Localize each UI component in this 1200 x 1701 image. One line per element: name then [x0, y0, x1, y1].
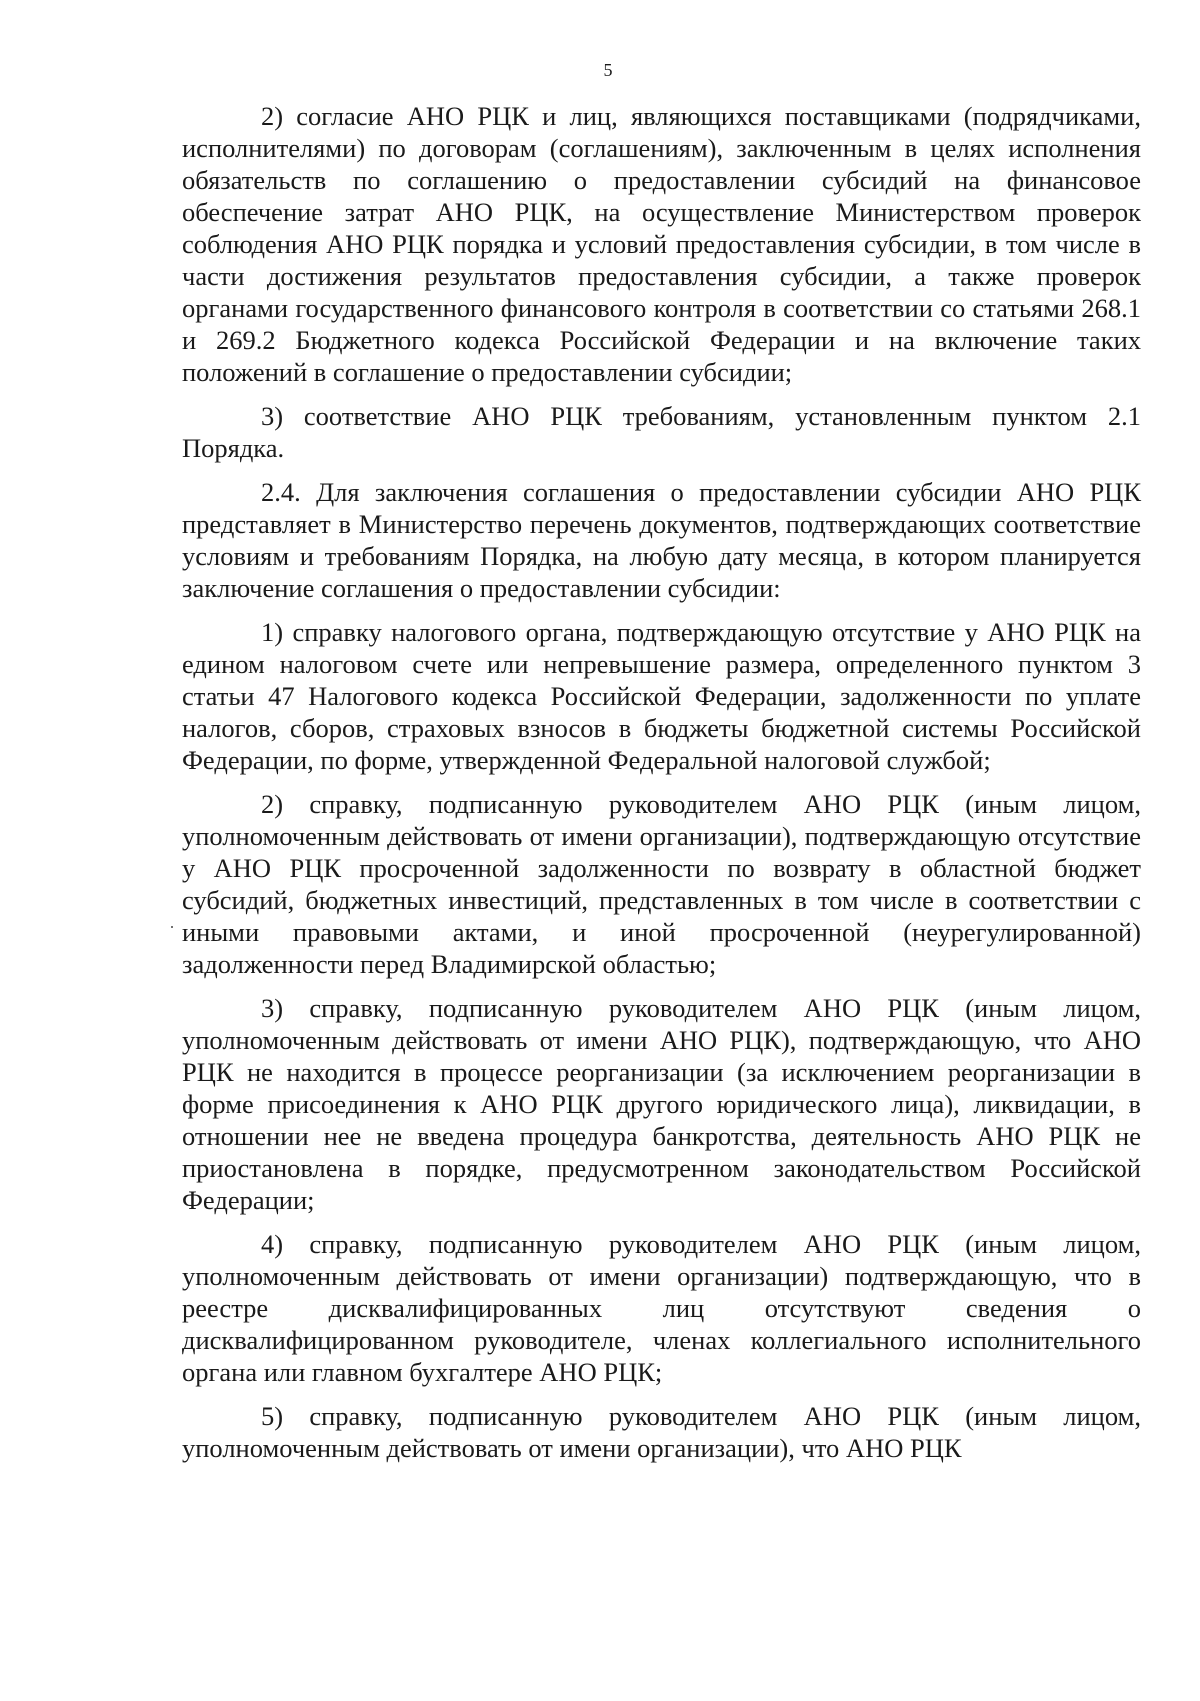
paragraph-consent: 2) согласие АНО РЦК и лиц, являющихся поставщиками (подрядчиками, исполнителями) по договорам (соглашениям), заключенным в целях исполнения обязательств по соглашению о предоставлении субсидий на финансовое обеспечение затрат АНО РЦК, на осуществление Министерством проверок соблюдения АНО РЦК порядка и условий предоставления субсидии, в том числе в части достижения результатов предоставления субсидии, а также проверок органами государственного финансового контроля в соответствии со статьями 268.1 и 269.2 Бюджетного кодекса Российской Федерации и на включение таких положений в соглашение о предоставлении субсидии;: [182, 101, 1141, 387]
paragraph-reorganization-certificate: 3) справку, подписанную руководителем АНО РЦК (иным лицом, уполномоченным действовать от имени АНО РЦК), подтверждающую, что АНО РЦК не находится в процессе реорганизации (за исключением реорганизации в форме присоединения к АНО РЦК другого юридического лица), ликвидации, в отношении нее не введена процедура банкротства, деятельность АНО РЦК не приостановлена в порядке, предусмотренном законодательством Российской Федерации;: [182, 993, 1141, 1215]
paragraph-compliance: 3) соответствие АНО РЦК требованиям, установленным пунктом 2.1 Порядка.: [182, 401, 1141, 463]
page-number: 5: [603, 60, 613, 80]
paragraph-tax-certificate: 1) справку налогового органа, подтверждающую отсутствие у АНО РЦК на едином налоговом счете или непревышение размера, определенного пунктом 3 статьи 47 Налогового кодекса Российской Федерации, задолженности по уплате налогов, сборов, страховых взносов в бюджеты бюджетной системы Российской Федерации, по форме, утвержденной Федеральной налоговой службой;: [182, 617, 1141, 775]
scan-speck: [171, 926, 173, 928]
paragraph-debt-certificate: 2) справку, подписанную руководителем АНО РЦК (иным лицом, уполномоченным действовать от имени организации), подтверждающую отсутствие у АНО РЦК просроченной задолженности по возврату в областной бюджет субсидий, бюджетных инвестиций, представленных в том числе в соответствии с иными правовыми актами, и иной просроченной (неурегулированной) задолженности перед Владимирской областью;: [182, 789, 1141, 979]
document-body: [182, 100, 1141, 1476]
paragraph-disqualified-certificate: 4) справку, подписанную руководителем АНО РЦК (иным лицом, уполномоченным действовать от имени организации) подтверждающую, что в реестре дисквалифицированных лиц отсутствуют сведения о дисквалифицированном руководителе, членах коллегиального исполнительного органа или главном бухгалтере АНО РЦК;: [182, 1229, 1141, 1387]
paragraph-certificate-5: 5) справку, подписанную руководителем АНО РЦК (иным лицом, уполномоченным действовать от имени организации), что АНО РЦК: [182, 1401, 1141, 1463]
paragraph-2-4: 2.4. Для заключения соглашения о предоставлении субсидии АНО РЦК представляет в Министерство перечень документов, подтверждающих соответствие условиям и требованиям Порядка, на любую дату месяца, в котором планируется заключение соглашения о предоставлении субсидии:: [182, 477, 1141, 603]
